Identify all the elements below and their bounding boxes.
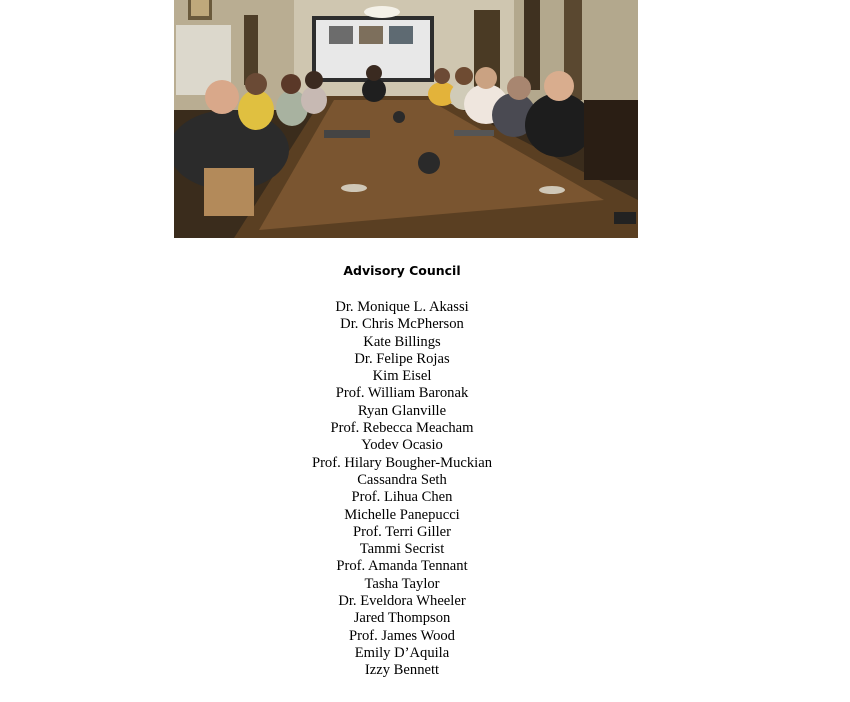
meeting-room-photo-icon: [174, 0, 638, 238]
group-photo: [174, 0, 638, 238]
list-item: Dr. Monique L. Akassi: [335, 299, 469, 315]
list-item: Ryan Glanville: [357, 402, 447, 419]
list-item: Izzy Bennett: [364, 662, 440, 679]
list-item: Dr. Eveldora Wheeler: [338, 593, 466, 610]
list-item: Prof. William Baronak: [335, 385, 469, 402]
list-item: Michelle Panepucci: [344, 506, 460, 523]
list-item: Dr. Chris McPherson: [340, 316, 464, 333]
list-item: Prof. Amanda Tennant: [336, 558, 468, 575]
list-item: Prof. Hilary Bougher-Muckian: [311, 454, 493, 471]
list-item: Yodev Ocasio: [361, 437, 443, 454]
list-item: Kim Eisel: [372, 368, 432, 385]
list-item: Prof. Rebecca Meacham: [330, 420, 474, 437]
list-item: Prof. James Wood: [349, 627, 455, 644]
list-item: Prof. Terri Giller: [352, 523, 451, 540]
member-list: [0, 299, 804, 680]
list-item: Tammi Secrist: [359, 541, 445, 558]
list-item: Jared Thompson: [353, 610, 451, 627]
council-heading: Advisory Council: [343, 263, 461, 278]
list-item: Dr. Felipe Rojas: [354, 350, 450, 367]
list-item: Cassandra Seth: [357, 471, 447, 488]
list-item: Emily D’Aquila: [354, 644, 450, 661]
list-item: Tasha Taylor: [364, 575, 440, 592]
list-item: Kate Billings: [363, 333, 441, 350]
list-item: Prof. Lihua Chen: [351, 489, 453, 506]
